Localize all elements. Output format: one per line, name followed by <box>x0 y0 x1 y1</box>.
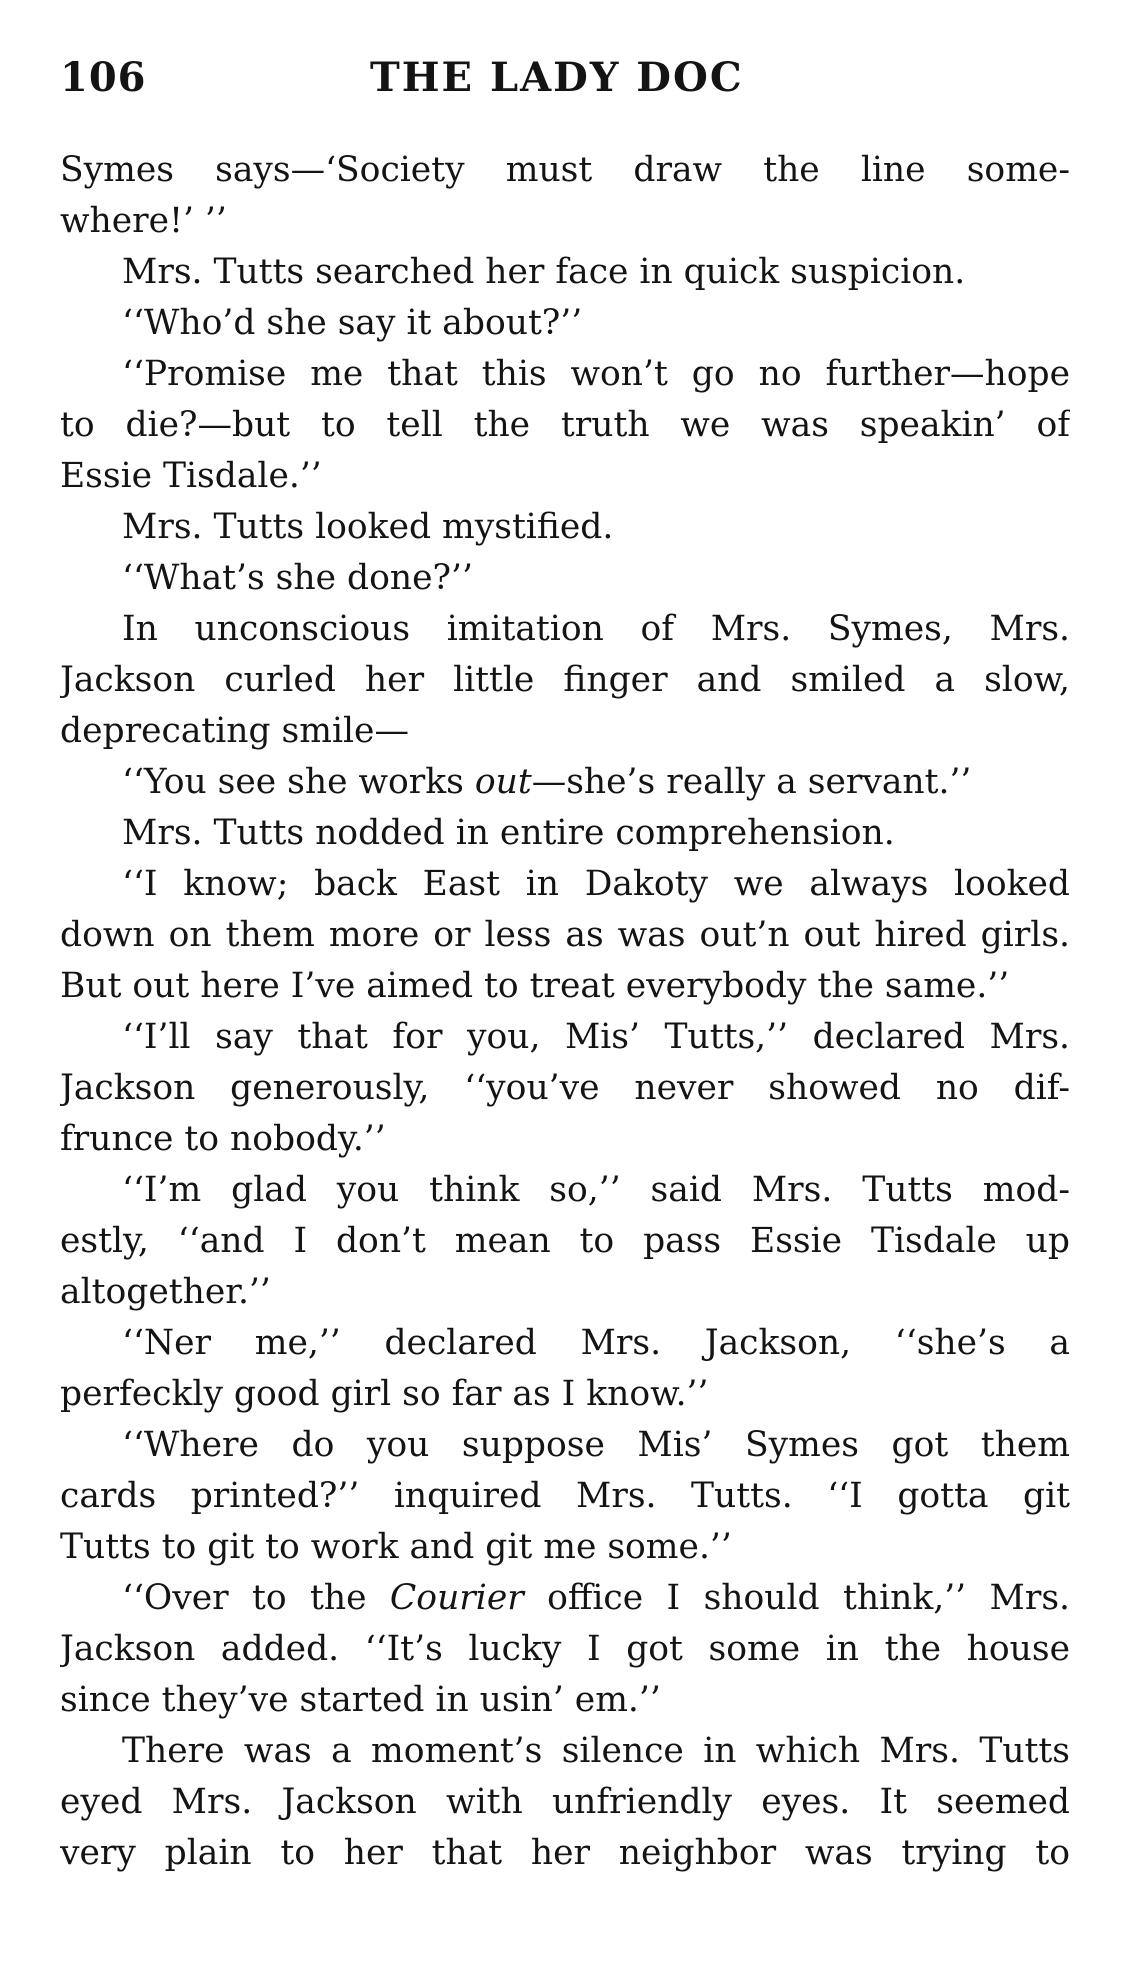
text-line: frunce to nobody.’’ <box>60 1119 386 1159</box>
text-line: In unconscious imitation of Mrs. Symes, Mrs. <box>122 609 1070 649</box>
text-line: down on them more or less as was out’n out hired girls. <box>60 915 1070 955</box>
text-line: deprecating smile— <box>60 711 409 751</box>
text-line: ‘‘I’ll say that for you, Mis’ Tutts,’’ declared Mrs. <box>122 1017 1070 1057</box>
italic-word: out <box>474 762 532 802</box>
text-line: where!’ ’’ <box>60 201 227 241</box>
text-line: Mrs. Tutts searched her face in quick suspicion. <box>122 252 966 292</box>
text-line: Jackson curled her little finger and smiled a slow, <box>60 660 1070 700</box>
text-line: There was a moment’s silence in which Mrs. Tutts <box>122 1731 1070 1771</box>
text-line: Essie Tisdale.’’ <box>60 456 322 496</box>
text-line: ‘‘I know; back East in Dakoty we always looked <box>122 864 1070 904</box>
page-number: 106 <box>60 54 147 101</box>
text-line: eyed Mrs. Jackson with unfriendly eyes. It seemed <box>60 1782 1070 1822</box>
text-line: Jackson generously, ‘‘you’ve never showed no dif- <box>60 1068 1070 1108</box>
book-title: THE LADY DOC <box>370 54 744 101</box>
text-line: ‘‘Promise me that this won’t go no further—hope <box>122 354 1070 394</box>
text-line: Jackson added. ‘‘It’s lucky I got some in the house <box>60 1629 1070 1669</box>
text-line: Symes says—‘Society must draw the line some- <box>60 150 1070 190</box>
text-line: to die?—but to tell the truth we was speakin’ of <box>60 405 1070 445</box>
running-head <box>60 54 1070 114</box>
text-line: estly, ‘‘and I don’t mean to pass Essie Tisdale up <box>60 1221 1070 1261</box>
text-line: cards printed?’’ inquired Mrs. Tutts. ‘‘I gotta git <box>60 1476 1070 1516</box>
text-line: Mrs. Tutts looked mystified. <box>122 507 614 547</box>
text-line: ‘‘Who’d she say it about?’’ <box>122 303 583 343</box>
text-line: very plain to her that her neighbor was trying to <box>60 1833 1070 1873</box>
italic-word: Courier <box>389 1578 524 1618</box>
text-line: since they’ve started in usin’ em.’’ <box>60 1680 661 1720</box>
text-line: Tutts to git to work and git me some.’’ <box>60 1527 732 1567</box>
text-line: perfeckly good girl so far as I know.’’ <box>60 1374 709 1414</box>
text-line: ‘‘You see she works out—she’s really a servant.’’ <box>122 762 972 802</box>
text-line: Mrs. Tutts nodded in entire comprehension. <box>122 813 895 853</box>
text-line: But out here I’ve aimed to treat everybody the same.’’ <box>60 966 1010 1006</box>
text-line: ‘‘What’s she done?’’ <box>122 558 473 598</box>
text-line: ‘‘I’m glad you think so,’’ said Mrs. Tutts mod- <box>122 1170 1070 1210</box>
text-line: ‘‘Ner me,’’ declared Mrs. Jackson, ‘‘she’s a <box>122 1323 1070 1363</box>
text-line: altogether.’’ <box>60 1272 271 1312</box>
text-line: ‘‘Over to the Courier office I should think,’’ Mrs. <box>122 1578 1070 1618</box>
text-line: ‘‘Where do you suppose Mis’ Symes got them <box>122 1425 1070 1465</box>
body-text <box>60 145 1070 1879</box>
